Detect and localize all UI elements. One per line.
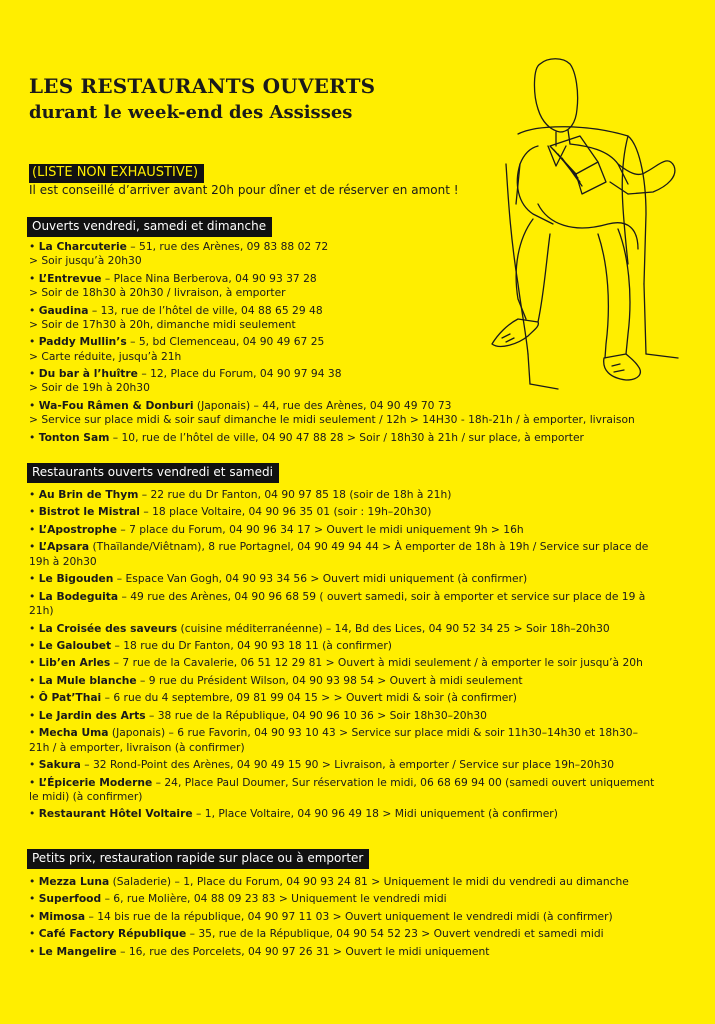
restaurant-details: – 1, Place Voltaire, 04 90 96 49 18 > Midi uniquement (à confirmer) xyxy=(192,807,558,821)
restaurant-entry xyxy=(29,726,679,755)
restaurant-entry xyxy=(29,709,679,723)
cuisine-note: (Japonais) xyxy=(108,726,166,740)
restaurant-entry xyxy=(29,505,679,519)
section-heading-weekend: Ouverts vendredi, samedi et dimanche xyxy=(27,217,272,237)
restaurant-name: Le Bigouden xyxy=(38,572,114,586)
bullet-icon: • xyxy=(29,271,39,285)
restaurant-entry xyxy=(29,892,679,906)
restaurant-entry xyxy=(29,590,679,619)
restaurant-name: La Charcuterie xyxy=(38,240,127,253)
advice-text: Il est conseillé d’arriver avant 20h pour dîner et de réserver en amont ! xyxy=(29,183,459,197)
restaurant-details: – 1, Place du Forum, 04 90 93 24 81 > Uniquement le midi du vendredi au dimanche xyxy=(171,875,629,888)
restaurant-hours: > Soir de 18h30 à 20h30 / livraison, à emporter xyxy=(29,286,286,300)
bullet-icon: • xyxy=(29,673,39,687)
restaurant-name: Le Galoubet xyxy=(38,638,112,652)
restaurant-details: – 14 bis rue de la république, 04 90 97 11 03 > Ouvert uniquement le vendredi midi (à confirmer) xyxy=(85,909,613,923)
bullet-icon: • xyxy=(29,691,39,705)
bullet-icon: • xyxy=(29,367,39,381)
restaurant-details: – 38 rue de la République, 04 90 96 10 36 > Soir 18h30–20h30 xyxy=(145,708,487,722)
restaurant-details: – 49 rue des Arènes, 04 90 96 68 59 ( ouvert samedi, soir à emporter et service sur place de 19 à xyxy=(118,589,646,603)
restaurant-list-friday-saturday xyxy=(29,488,679,822)
bullet-icon: • xyxy=(29,656,39,670)
restaurant-details: – 18 rue du Dr Fanton, 04 90 93 18 11 (à confirmer) xyxy=(111,638,392,652)
restaurant-entry xyxy=(29,431,679,445)
restaurant-details: – 13, rue de l’hôtel de ville, 04 88 65 29 48 xyxy=(88,303,323,317)
restaurant-name: Café Factory République xyxy=(38,927,187,941)
restaurant-details: – 18 place Voltaire, 04 90 96 35 01 (soir : 19h–20h30) xyxy=(139,505,432,519)
bullet-icon: • xyxy=(29,726,39,740)
bullet-icon: • xyxy=(29,892,39,906)
restaurant-entry xyxy=(29,927,679,941)
restaurant-name: Paddy Mullin’s xyxy=(38,335,127,349)
restaurant-details: – 51, rue des Arènes, 09 83 88 02 72 xyxy=(126,240,329,253)
restaurant-hours: > Carte réduite, jusqu’à 21h xyxy=(29,349,182,363)
restaurant-details: – 7 rue de la Cavalerie, 06 51 12 29 81 > Ouvert à midi seulement / à emporter le soir jusqu’à 20h xyxy=(110,656,643,670)
bullet-icon: • xyxy=(29,589,39,603)
restaurant-details: – 6 rue du 4 septembre, 09 81 99 04 15 > > Ouvert midi & soir (à confirmer) xyxy=(101,691,517,705)
cuisine-note: (Thaïlande/Viêtnam) xyxy=(89,540,202,554)
restaurant-details: – 32 Rond-Point des Arènes, 04 90 49 15 90 > Livraison, à emporter / Service sur place 19h–20h30 xyxy=(80,758,615,772)
restaurant-entry xyxy=(29,945,679,959)
restaurant-hours: > Soir jusqu’à 20h30 xyxy=(29,254,142,268)
restaurant-name: Gaudina xyxy=(38,303,89,317)
bullet-icon: • xyxy=(29,708,39,722)
restaurant-details: – 22 rue du Dr Fanton, 04 90 97 85 18 (soir de 18h à 21h) xyxy=(138,488,452,501)
restaurant-details: – 16, rue des Porcelets, 04 90 97 26 31 > Ouvert le midi uniquement xyxy=(116,944,490,958)
bullet-icon: • xyxy=(29,335,39,349)
restaurant-details: – 24, Place Paul Doumer, Sur réservation le midi, 06 68 69 94 00 (samedi ouvert uniquement xyxy=(152,775,655,789)
restaurant-name: Ô Pat’Thai xyxy=(38,691,102,705)
restaurant-entry xyxy=(29,910,679,924)
restaurant-details: – 9 rue du Président Wilson, 04 90 93 98 54 > Ouvert à midi seulement xyxy=(136,673,523,687)
restaurant-name: L’Apostrophe xyxy=(38,522,117,536)
restaurant-details: – Espace Van Gogh, 04 90 93 34 56 > Ouvert midi uniquement (à confirmer) xyxy=(113,572,528,586)
restaurant-name: Mezza Luna xyxy=(38,875,110,888)
bullet-icon: • xyxy=(29,430,39,444)
restaurant-details: , 8 rue Portagnel, 04 90 49 94 44 > À emporter de 18h à 19h / Service sur place de xyxy=(201,540,649,554)
restaurant-entry xyxy=(29,776,679,805)
bullet-icon: • xyxy=(29,807,39,821)
restaurant-entry xyxy=(29,875,679,889)
restaurant-name: Bistrot le Mistral xyxy=(38,505,140,519)
bullet-icon: • xyxy=(29,522,39,536)
restaurant-name: Au Brin de Thym xyxy=(38,488,139,501)
restaurant-entry xyxy=(29,656,679,670)
bullet-icon: • xyxy=(29,621,39,635)
bullet-icon: • xyxy=(29,875,39,888)
restaurant-details: – 7 place du Forum, 04 90 96 34 17 > Ouvert le midi uniquement 9h > 16h xyxy=(116,522,524,536)
bullet-icon: • xyxy=(29,398,39,412)
restaurant-entry xyxy=(29,674,679,688)
restaurant-entry xyxy=(29,622,679,636)
restaurant-entry xyxy=(29,272,679,301)
bullet-icon: • xyxy=(29,572,39,586)
restaurant-list-fast-food xyxy=(29,875,679,959)
restaurant-hours: 21h) xyxy=(29,604,54,618)
restaurant-name: Lib’en Arles xyxy=(38,656,111,670)
restaurant-hours: > Soir de 19h à 20h30 xyxy=(29,381,150,395)
restaurant-details: – 6 rue Favorin, 04 90 93 10 43 > Service sur place midi & soir 11h30–14h30 et 18h30– xyxy=(165,726,638,740)
section-heading-fast-food: Petits prix, restauration rapide sur place ou à emporter xyxy=(27,849,369,869)
restaurant-entry xyxy=(29,540,679,569)
restaurant-name: Le Jardin des Arts xyxy=(38,708,146,722)
restaurant-details: – 35, rue de la République, 04 90 54 52 23 > Ouvert vendredi et samedi midi xyxy=(186,927,604,941)
restaurant-name: Du bar à l’huître xyxy=(38,367,138,381)
bullet-icon: • xyxy=(29,775,39,789)
restaurant-entry xyxy=(29,758,679,772)
restaurant-hours: > Soir de 17h30 à 20h, dimanche midi seulement xyxy=(29,317,296,331)
restaurant-details: – 44, rue des Arènes, 04 90 49 70 73 xyxy=(250,398,452,412)
restaurant-entry xyxy=(29,335,679,364)
bullet-icon: • xyxy=(29,540,39,554)
restaurant-name: Sakura xyxy=(38,758,81,772)
restaurant-entry xyxy=(29,304,679,333)
cuisine-note: (Saladerie) xyxy=(109,875,172,888)
restaurant-name: L’Apsara xyxy=(38,540,90,554)
bullet-icon: • xyxy=(29,488,39,501)
restaurant-name: Superfood xyxy=(38,892,102,906)
restaurant-details: – 12, Place du Forum, 04 90 97 94 38 xyxy=(137,367,342,381)
restaurant-hours: 21h / à emporter, livraison (à confirmer) xyxy=(29,740,245,754)
restaurant-name: La Croisée des saveurs xyxy=(38,621,178,635)
restaurant-details: – Place Nina Berberova, 04 90 93 37 28 xyxy=(101,271,317,285)
bullet-icon: • xyxy=(29,505,39,519)
restaurant-entry xyxy=(29,399,679,428)
restaurant-entry xyxy=(29,572,679,586)
bullet-icon: • xyxy=(29,638,39,652)
restaurant-details: – 14, Bd des Lices, 04 90 52 34 25 > Soir 18h–20h30 xyxy=(322,621,610,635)
restaurant-list-weekend xyxy=(29,240,679,445)
cuisine-note: (Japonais) xyxy=(193,398,251,412)
bullet-icon: • xyxy=(29,303,39,317)
restaurant-entry xyxy=(29,367,679,396)
cuisine-note: (cuisine méditerranéenne) xyxy=(177,621,323,635)
restaurant-name: La Mule blanche xyxy=(38,673,137,687)
restaurant-details: – 5, bd Clemenceau, 04 90 49 67 25 xyxy=(126,335,325,349)
section-heading-friday-saturday: Restaurants ouverts vendredi et samedi xyxy=(27,463,279,483)
restaurant-name: Wa-Fou Râmen & Donburi xyxy=(38,398,194,412)
bullet-icon: • xyxy=(29,927,39,941)
bullet-icon: • xyxy=(29,758,39,772)
page-subtitle: durant le week-end des Assisses xyxy=(29,102,353,123)
restaurant-entry xyxy=(29,240,679,269)
restaurant-hours: > Service sur place midi & soir sauf dimanche le midi seulement / 12h > 14H30 - 18h-21h / à emporter, livraison xyxy=(29,413,635,427)
restaurant-name: La Bodeguita xyxy=(38,589,119,603)
restaurant-entry xyxy=(29,523,679,537)
restaurant-entry xyxy=(29,807,679,821)
restaurant-entry xyxy=(29,639,679,653)
restaurant-name: Le Mangelire xyxy=(38,944,117,958)
page-title: LES RESTAURANTS OUVERTS xyxy=(29,74,376,98)
bullet-icon: • xyxy=(29,944,39,958)
restaurant-name: Tonton Sam xyxy=(38,430,110,444)
restaurant-name: L’Entrevue xyxy=(38,271,102,285)
restaurant-name: Mimosa xyxy=(38,909,86,923)
restaurant-details: – 6, rue Molière, 04 88 09 23 83 > Uniquement le vendredi midi xyxy=(101,892,447,906)
restaurant-entry xyxy=(29,691,679,705)
restaurant-hours: 19h à 20h30 xyxy=(29,554,97,568)
restaurant-name: Restaurant Hôtel Voltaire xyxy=(38,807,193,821)
non-exhaustive-tag: (LISTE NON EXHAUSTIVE) xyxy=(29,164,204,183)
restaurant-name: Mecha Uma xyxy=(38,726,109,740)
bullet-icon: • xyxy=(29,909,39,923)
restaurant-hours: le midi) (à confirmer) xyxy=(29,789,143,803)
restaurant-details: – 10, rue de l’hôtel de ville, 04 90 47 88 28 > Soir / 18h30 à 21h / sur place, à emporter xyxy=(109,430,584,444)
restaurant-name: L’Épicerie Moderne xyxy=(38,775,153,789)
restaurant-entry xyxy=(29,488,679,502)
bullet-icon: • xyxy=(29,240,39,253)
